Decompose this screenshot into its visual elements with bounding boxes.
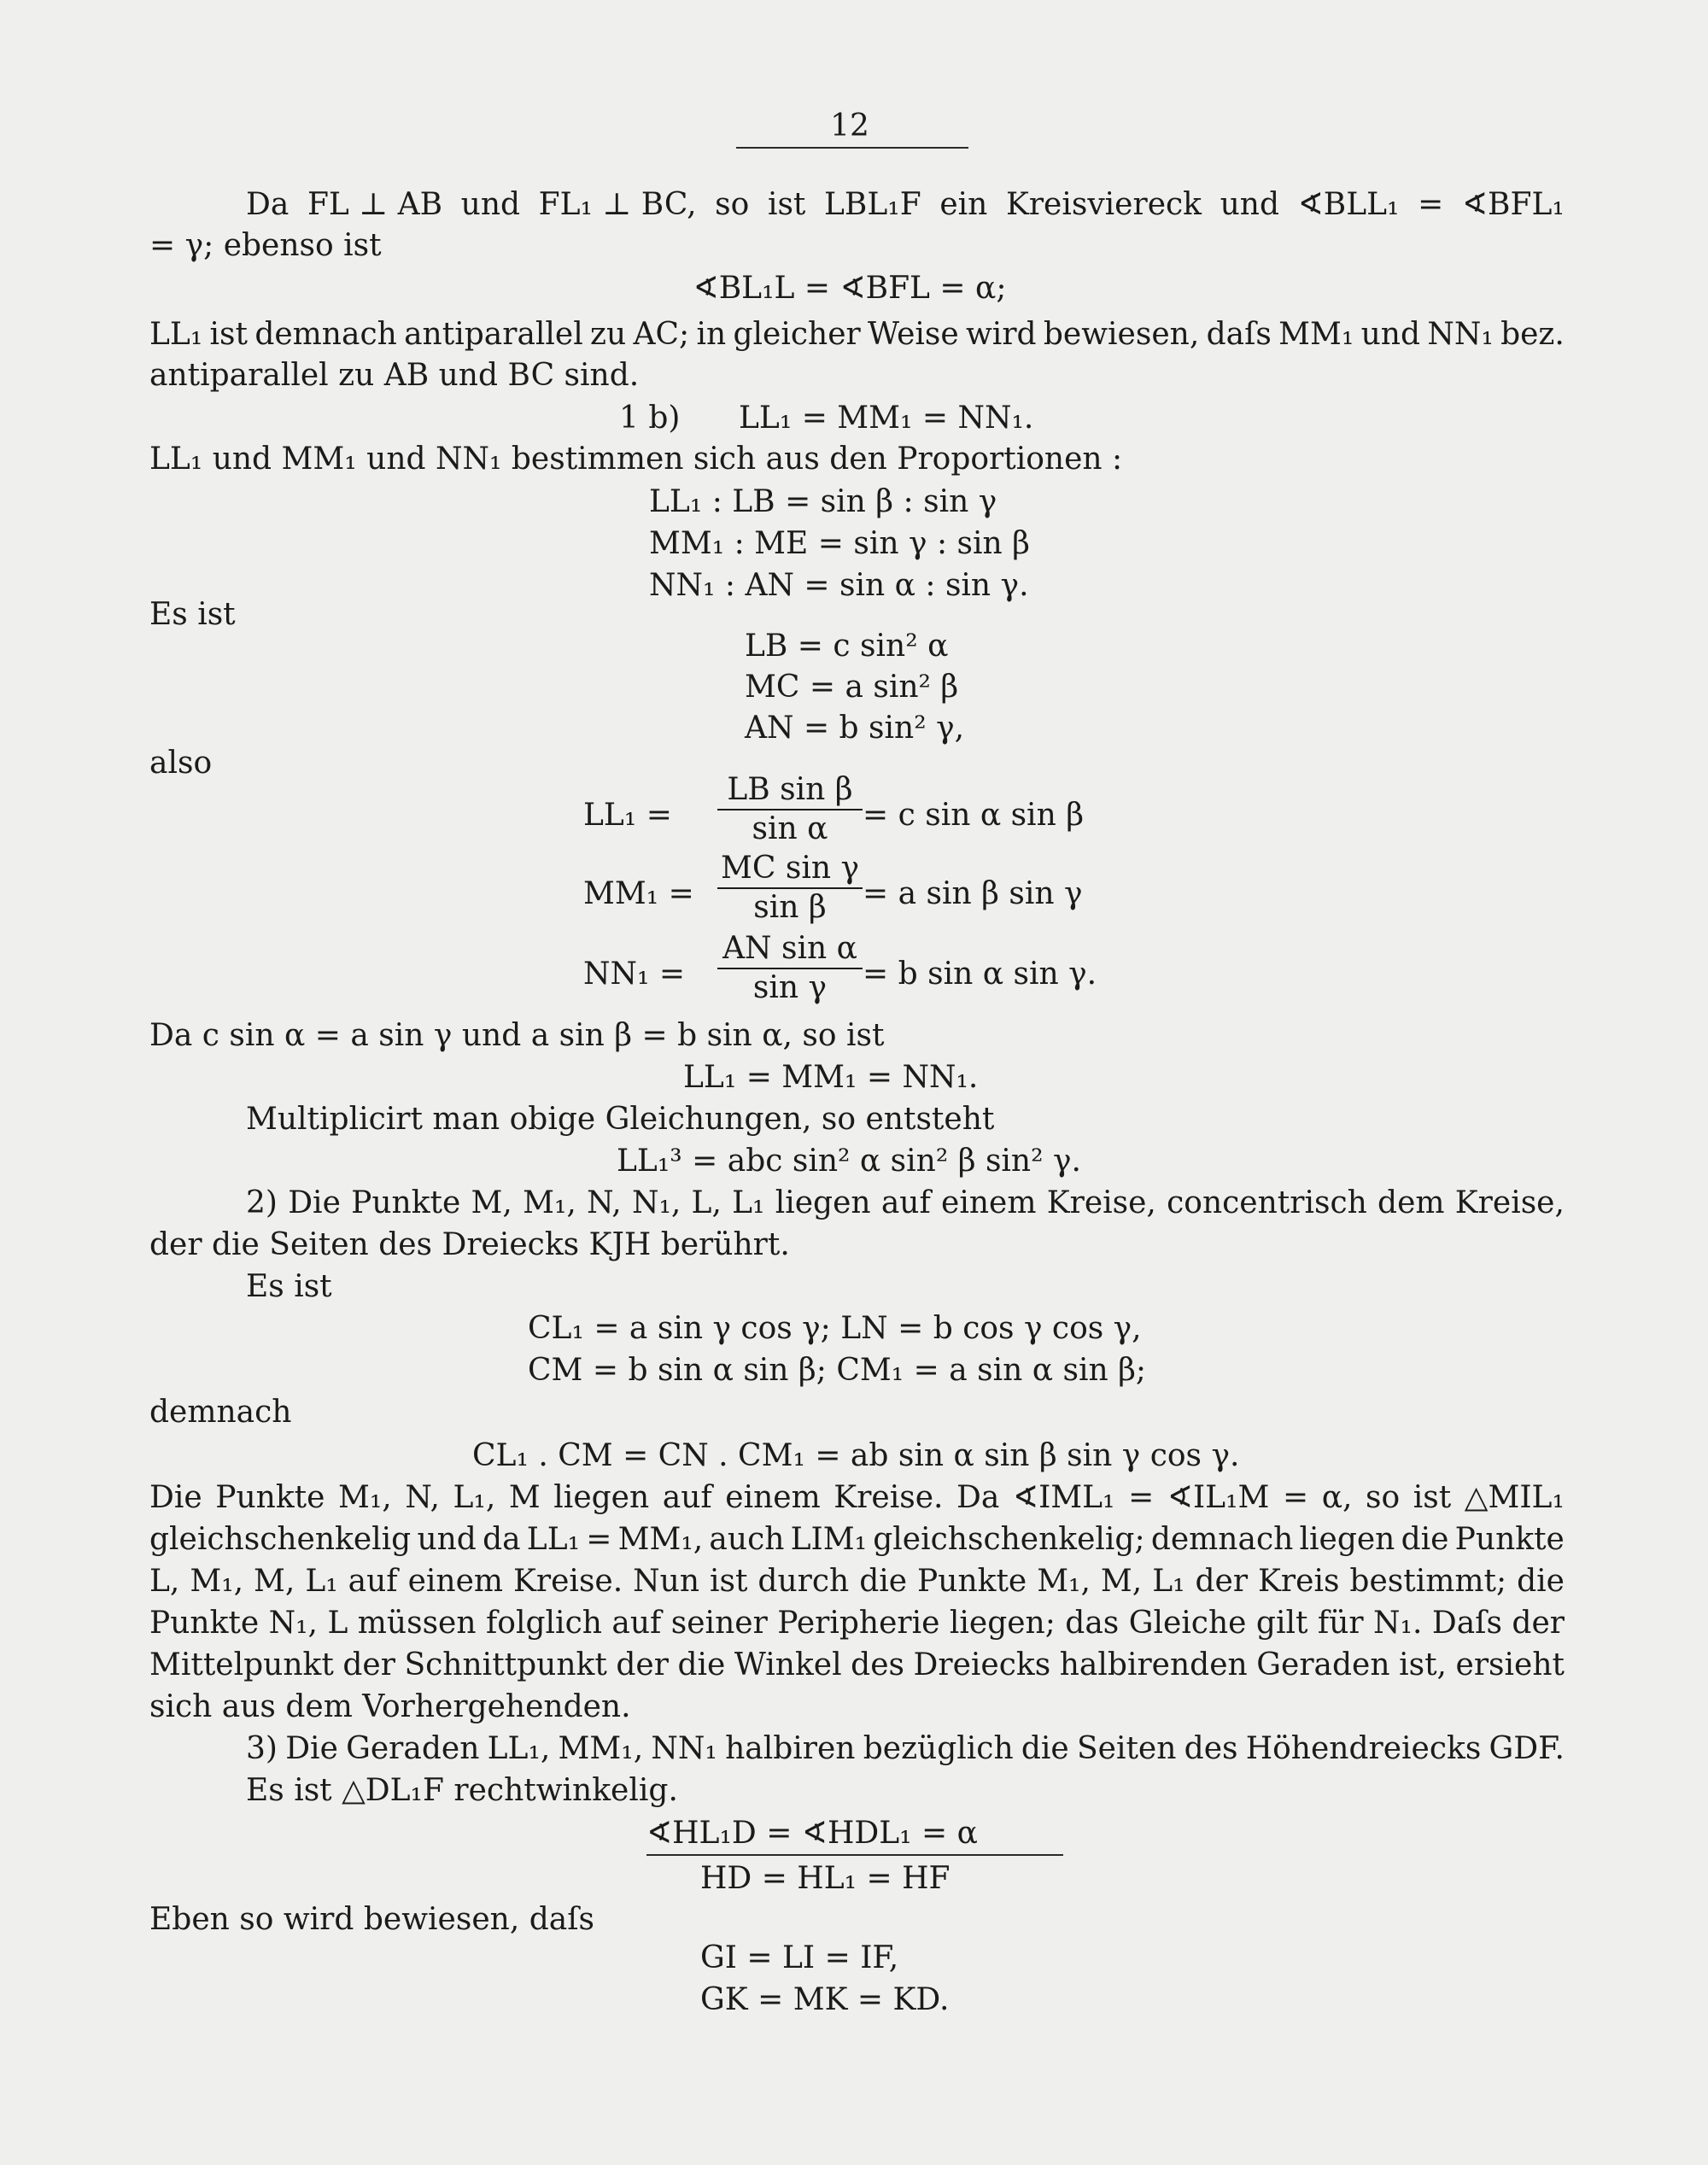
word: 3) xyxy=(246,1731,278,1766)
frac-eq-rhs: = c sin α sin β xyxy=(863,798,1085,833)
word: der xyxy=(342,1647,395,1682)
fraction-denominator: sin β xyxy=(753,890,827,925)
proportion-2: MM₁ : ME = sin γ : sin β xyxy=(649,526,1030,561)
word: N, xyxy=(587,1185,622,1220)
word: Kreise, xyxy=(1454,1185,1565,1220)
word: GDF. xyxy=(1489,1731,1565,1766)
word: = xyxy=(1282,1480,1309,1515)
es-ist-label-1: Es ist xyxy=(149,597,236,632)
word: gleicher xyxy=(733,317,861,352)
demnach-label: demnach xyxy=(149,1395,292,1430)
word: so xyxy=(1366,1480,1401,1515)
word: Die xyxy=(285,1731,338,1766)
eq-ll-mm-nn: LL₁ = MM₁ = NN₁. xyxy=(683,1060,979,1095)
word: in xyxy=(696,317,727,352)
es-ist-label-2: Es ist xyxy=(246,1269,332,1304)
word: LBL₁F xyxy=(824,187,921,222)
word: Punkte xyxy=(215,1480,325,1515)
word: Höhendreiecks xyxy=(1245,1731,1482,1766)
word: Kreise. xyxy=(513,1564,623,1599)
da-line: Da c sin α = a sin γ und a sin β = b sin α, so ist xyxy=(149,1018,885,1053)
eq-cl1: CL₁ = a sin γ cos γ; LN = b cos γ cos γ, xyxy=(528,1311,1142,1346)
word: Da xyxy=(246,187,290,222)
para3: LL₁ und MM₁ und NN₁ bestimmen sich aus den Proportionen : xyxy=(149,442,1123,477)
word: müssen xyxy=(357,1606,477,1641)
para5-line3 xyxy=(149,1565,1565,1599)
word: auf xyxy=(880,1185,931,1220)
word: = xyxy=(1418,187,1444,222)
word: durch xyxy=(757,1564,850,1599)
word: MM₁ xyxy=(1278,317,1354,352)
fraction xyxy=(717,932,863,1005)
word: α, xyxy=(1321,1480,1353,1515)
word: Da xyxy=(956,1480,1000,1515)
fraction-numerator: MC sin γ xyxy=(721,851,859,886)
word: L₁ xyxy=(732,1185,765,1220)
word: L, xyxy=(691,1185,722,1220)
word: M, xyxy=(1100,1564,1143,1599)
word: demnach xyxy=(254,317,397,352)
word: des xyxy=(1184,1731,1238,1766)
eq-gk: GK = MK = KD. xyxy=(700,1982,950,2017)
word: Die xyxy=(288,1185,341,1220)
eq-1b: LL₁ = MM₁ = NN₁. xyxy=(739,401,1034,436)
fraction-numerator: LB sin β xyxy=(727,772,853,807)
word: die xyxy=(1517,1564,1565,1599)
eq-an: AN = b sin² γ, xyxy=(745,711,965,746)
word: so xyxy=(715,187,750,222)
word: die xyxy=(1021,1731,1069,1766)
word: FL₁ ⊥ BC, xyxy=(538,187,697,222)
word: LL₁ xyxy=(526,1522,581,1557)
word: halbirenden xyxy=(1059,1647,1248,1682)
word: auf xyxy=(611,1606,662,1641)
word: M₁, xyxy=(190,1564,244,1599)
word: ist xyxy=(767,187,806,222)
frac-eq-rhs: = b sin α sin γ. xyxy=(863,957,1097,992)
word: L xyxy=(327,1606,348,1641)
word: dem xyxy=(1378,1185,1445,1220)
word: ein xyxy=(939,187,988,222)
word: NN₁ xyxy=(651,1731,717,1766)
word: = xyxy=(1128,1480,1155,1515)
word: FL ⊥ AB xyxy=(307,187,443,222)
word: Gleiche xyxy=(1128,1606,1247,1641)
word: M₁, xyxy=(523,1185,576,1220)
word: M, xyxy=(254,1564,295,1599)
word: L₁ xyxy=(305,1564,338,1599)
word: ist xyxy=(709,1564,748,1599)
word: gilt xyxy=(1255,1606,1308,1641)
eq-angle-bl1l: ∢BL₁L = ∢BFL = α; xyxy=(693,271,1007,306)
para5-line6: sich aus dem Vorhergehenden. xyxy=(149,1689,631,1724)
word: Seiten xyxy=(1076,1731,1177,1766)
word: folglich xyxy=(485,1606,602,1641)
word: einem xyxy=(407,1564,504,1599)
word: und xyxy=(1220,187,1280,222)
word: L₁, xyxy=(453,1480,496,1515)
para2-line2: antiparallel zu AB und BC sind. xyxy=(149,358,640,393)
word: bez. xyxy=(1500,317,1565,352)
para5-line5 xyxy=(149,1648,1565,1682)
word: N, xyxy=(405,1480,440,1515)
eq-cl1-cm: CL₁ . CM = CN . CM₁ = ab sin α sin β sin γ cos γ. xyxy=(472,1438,1240,1473)
word: Punkte xyxy=(917,1564,1027,1599)
word: ∢BLL₁ xyxy=(1297,187,1400,222)
word: Peripherie xyxy=(777,1606,940,1641)
word: der xyxy=(1512,1606,1565,1641)
word: △MIL₁ xyxy=(1464,1480,1565,1515)
multiplicirt-line: Multiplicirt man obige Gleichungen, so entsteht xyxy=(246,1102,995,1137)
word: Weise xyxy=(868,317,959,352)
word: Punkte xyxy=(351,1185,461,1220)
frac-eq-lhs: LL₁ = xyxy=(583,798,672,833)
word: L, xyxy=(149,1564,180,1599)
word: das xyxy=(1065,1606,1120,1641)
word: Nun xyxy=(633,1564,700,1599)
para5-line4 xyxy=(149,1606,1565,1641)
proportion-3: NN₁ : AN = sin α : sin γ. xyxy=(649,568,1029,603)
word: zu xyxy=(590,317,627,352)
word: und xyxy=(417,1522,477,1557)
word: Kreis xyxy=(1258,1564,1340,1599)
frac-eq-lhs: MM₁ = xyxy=(583,876,694,911)
para1-line2: = γ; ebenso ist xyxy=(149,228,382,263)
word: auch xyxy=(709,1522,785,1557)
fraction-bar xyxy=(717,887,863,889)
eq-1b-label: 1 b) xyxy=(619,401,681,436)
frac-eq-lhs: NN₁ = xyxy=(583,957,686,992)
fraction-numerator: AN sin α xyxy=(722,931,857,966)
word: einem xyxy=(941,1185,1037,1220)
also-label: also xyxy=(149,746,213,781)
word: auf xyxy=(662,1480,712,1515)
fraction-bar xyxy=(717,968,863,969)
word: ist xyxy=(209,317,249,352)
word: liegen xyxy=(1299,1522,1395,1557)
word: Die xyxy=(149,1480,202,1515)
word: M₁, xyxy=(338,1480,392,1515)
word: = xyxy=(586,1522,612,1557)
fraction xyxy=(717,851,863,925)
word: ∢BFL₁ xyxy=(1461,187,1565,222)
para2-line1 xyxy=(149,318,1565,352)
word: MM₁, xyxy=(558,1731,644,1766)
para5-line1 xyxy=(149,1481,1565,1515)
word: der xyxy=(1195,1564,1249,1599)
word: MM₁, xyxy=(617,1522,704,1557)
word: Geraden xyxy=(346,1731,480,1766)
word: L₁ xyxy=(1152,1564,1185,1599)
word: Kreisviereck xyxy=(1005,187,1202,222)
page-number: 12 xyxy=(830,108,869,143)
word: halbiren xyxy=(725,1731,856,1766)
eq-angles-hl1d: ∢HL₁D = ∢HDL₁ = α xyxy=(646,1816,978,1851)
word: AC; xyxy=(633,317,690,352)
word: gleichschenkelig; xyxy=(873,1522,1145,1557)
eq-cube: LL₁³ = abc sin² α sin² β sin² γ. xyxy=(617,1144,1081,1179)
word: 2) xyxy=(246,1185,278,1220)
word: ∢IML₁ xyxy=(1012,1480,1115,1515)
eq-lb: LB = c sin² α xyxy=(745,629,949,664)
word: die xyxy=(677,1647,726,1682)
word: concentrisch xyxy=(1167,1185,1367,1220)
header-rule xyxy=(736,147,968,149)
word: Kreise. xyxy=(834,1480,944,1515)
para1-line1 xyxy=(246,188,1565,222)
eq-mc: MC = a sin² β xyxy=(745,670,959,705)
word: bezüglich xyxy=(863,1731,1014,1766)
word: ist xyxy=(1413,1480,1452,1515)
word: Dreiecks xyxy=(913,1647,1051,1682)
word: LIM₁ xyxy=(790,1522,868,1557)
proportion-1: LL₁ : LB = sin β : sin γ xyxy=(649,484,997,519)
word: und xyxy=(1360,317,1421,352)
eq-rule xyxy=(646,1854,1063,1856)
eq-gi: GI = LI = IF, xyxy=(700,1940,899,1975)
word: des xyxy=(851,1647,904,1682)
word: Geraden xyxy=(1256,1647,1390,1682)
word: N₁, xyxy=(268,1606,318,1641)
word: NN₁ xyxy=(1427,317,1494,352)
word: N₁, xyxy=(631,1185,681,1220)
para4-line2: der die Seiten des Dreiecks KJH berührt. xyxy=(149,1227,790,1262)
word: einem xyxy=(725,1480,821,1515)
fraction xyxy=(717,773,863,846)
word: LL₁ xyxy=(149,317,203,352)
word: Schnittpunkt xyxy=(404,1647,607,1682)
word: da xyxy=(483,1522,521,1557)
word: ∢IL₁M xyxy=(1167,1480,1270,1515)
word: Kreise, xyxy=(1046,1185,1156,1220)
word: Mittelpunkt xyxy=(149,1647,334,1682)
word: bestimmt; xyxy=(1349,1564,1507,1599)
eq-cm: CM = b sin α sin β; CM₁ = a sin α sin β; xyxy=(528,1353,1147,1388)
word: antiparallel xyxy=(404,317,583,352)
word: der xyxy=(616,1647,669,1682)
eq-hd: HD = HL₁ = HF xyxy=(700,1861,951,1896)
para6-line1 xyxy=(246,1732,1565,1766)
word: LL₁, xyxy=(487,1731,551,1766)
word: Daſs xyxy=(1431,1606,1502,1641)
word: die xyxy=(1401,1522,1449,1557)
frac-eq-rhs: = a sin β sin γ xyxy=(863,876,1083,911)
para4-line1 xyxy=(246,1186,1565,1220)
fraction-bar xyxy=(717,809,863,810)
word: N₁. xyxy=(1373,1606,1423,1641)
word: liegen xyxy=(553,1480,650,1515)
word: liegen; xyxy=(949,1606,1056,1641)
word: M₁, xyxy=(1037,1564,1091,1599)
word: wird xyxy=(965,317,1037,352)
eben-so-line: Eben so wird bewiesen, daſs xyxy=(149,1902,595,1937)
para6-line2: Es ist △DL₁F rechtwinkelig. xyxy=(246,1773,678,1808)
word: Winkel xyxy=(734,1647,842,1682)
word: für xyxy=(1317,1606,1364,1641)
word: liegen xyxy=(775,1185,871,1220)
word: Punkte xyxy=(1454,1522,1565,1557)
word: ersieht xyxy=(1455,1647,1565,1682)
para5-line2 xyxy=(149,1523,1565,1557)
word: ist, xyxy=(1399,1647,1447,1682)
word: M, xyxy=(471,1185,512,1220)
word: M xyxy=(508,1480,541,1515)
word: Punkte xyxy=(149,1606,260,1641)
word: und xyxy=(460,187,521,222)
word: bewiesen, xyxy=(1043,317,1200,352)
word: auf xyxy=(348,1564,398,1599)
word: gleichschenkelig xyxy=(149,1522,412,1557)
word: demnach xyxy=(1150,1522,1294,1557)
word: daſs xyxy=(1206,317,1272,352)
word: die xyxy=(859,1564,908,1599)
fraction-denominator: sin γ xyxy=(752,970,828,1005)
fraction-denominator: sin α xyxy=(752,811,828,846)
word: seiner xyxy=(670,1606,768,1641)
